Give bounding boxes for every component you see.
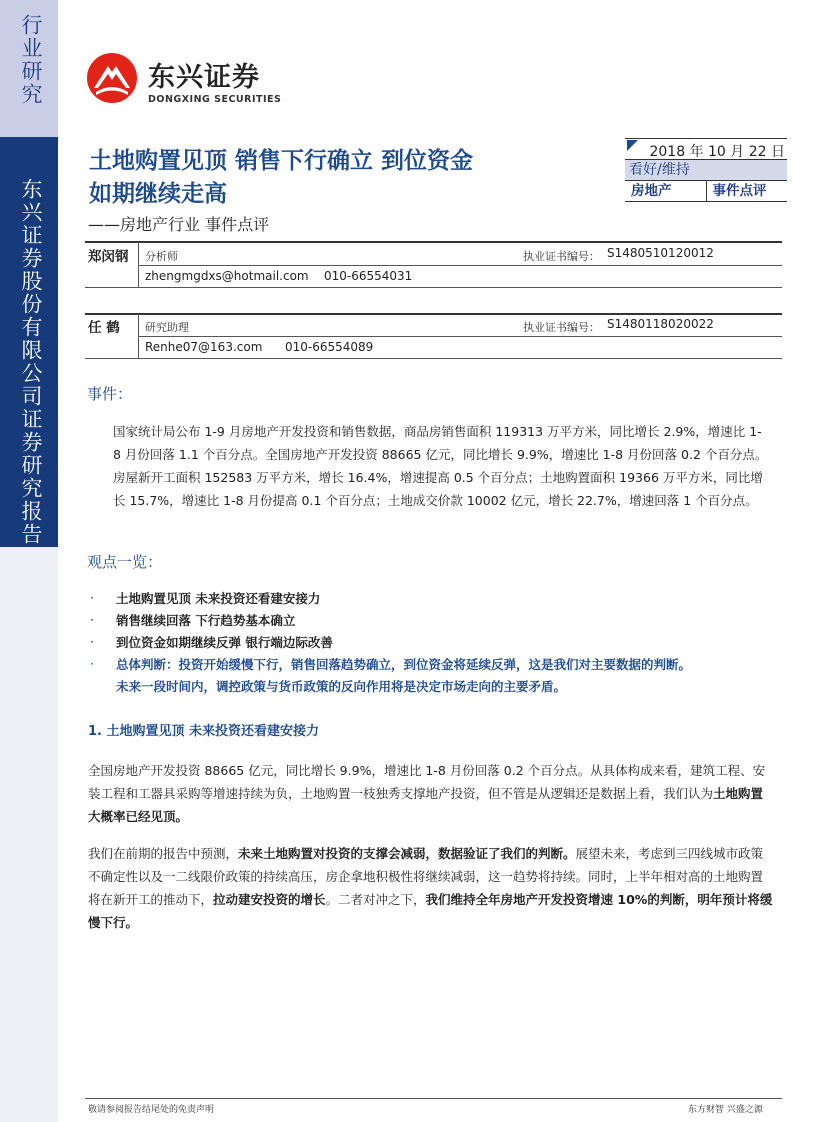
analyst2-top-rule <box>85 313 782 315</box>
sidebar-category-label: 行业研究 <box>19 14 43 106</box>
list-item <box>88 589 778 611</box>
view-item-text: 土地购置见顶 未来投资还看建安接力 <box>116 591 321 606</box>
p2-text-a: 我们在前期的报告中预测， <box>88 846 239 861</box>
analyst2-name: 任 鹤 <box>88 320 120 336</box>
bullet-icon: · <box>90 612 94 627</box>
footer-disclaimer: 敬请参阅报告结尾处的免责声明 <box>88 1105 215 1115</box>
sidebar-company-label: 东兴证券股份有限公司证券研究报告 <box>19 178 43 546</box>
list-item <box>88 611 778 633</box>
summary-line2: 未来一段时间内，调控政策与货币政策的反向作用将是决定市场走向的主要矛盾。 <box>116 679 567 694</box>
tag-row <box>625 180 787 202</box>
event-heading: 事件： <box>87 385 133 403</box>
analyst2-email[interactable]: Renhe07@163.com <box>145 340 263 354</box>
analyst2-phone: 010-66554089 <box>285 340 374 354</box>
bullet-icon: · <box>90 656 94 671</box>
summary-continuation <box>88 677 778 699</box>
report-subtitle: ——房地产行业 事件点评 <box>88 215 270 234</box>
section1-paragraph1 <box>88 759 774 828</box>
analyst2-col-rule <box>138 314 139 358</box>
view-item-text: 销售继续回落 下行趋势基本确立 <box>116 613 296 628</box>
date-row <box>625 138 787 159</box>
date-rating-box <box>625 138 787 202</box>
corner-triangle-icon <box>627 140 638 151</box>
view-item-text: 到位资金如期继续反弹 银行端边际改善 <box>116 635 333 650</box>
list-item-summary <box>88 655 778 677</box>
analyst1-col-rule <box>138 242 139 287</box>
rating: 看好/维持 <box>625 159 787 180</box>
analyst1-role: 分析师 <box>145 250 178 263</box>
analyst1-phone: 010-66554031 <box>324 269 413 283</box>
bullet-icon: · <box>90 634 94 649</box>
analyst1-license-label: 执业证书编号： <box>523 250 600 263</box>
bullet-icon: · <box>90 590 94 605</box>
analyst2-bottom-rule <box>85 358 782 359</box>
report-title-line2: 如期继续走高 <box>89 181 227 207</box>
sidebar-bottom-band <box>0 547 58 1122</box>
analyst1-mid-rule <box>138 265 782 266</box>
report-date: 2018 年 10 月 22 日 <box>649 144 785 160</box>
analyst1-bottom-rule <box>85 287 782 288</box>
brand-name-cn: 东兴证券 <box>148 62 260 93</box>
p2-text-e: 。二者对冲之下， <box>325 892 426 907</box>
p2-text-c: 展望未来，考虑到三四线城市政策不确定性以及一二线限价政策的持续高压，房企拿地积极性将继续减弱，这一趋势将持续。同时，上半年相对高的土地购置将在新开工的推动下， <box>88 846 764 907</box>
footer-slogan: 东方财智 兴盛之源 <box>688 1105 763 1115</box>
tag-type: 事件点评 <box>706 181 788 201</box>
report-title-line1: 土地购置见顶 销售下行确立 到位资金 <box>89 148 474 174</box>
tag-sector: 房地产 <box>631 183 672 199</box>
analyst2-license: S1480118020022 <box>607 317 714 331</box>
section1-heading: 1. 土地购置见顶 未来投资还看建安接力 <box>88 724 320 739</box>
event-body: 国家统计局公布 1-9 月房地产开发投资和销售数据，商品房销售面积 119313 万平方米，同比增长 2.9%，增速比 1-8 月份回落 1.1 个百分点。全国房地产开发投资 88665 亿元，同比增长 9.9%，增速比 1-8 月份回落 0.2 个百分点。房屋新开工面积 152583 万平方米，增长 16.4%，增速提高 0.5 个百分点；土地购置面积 19366 万平方米，同比增长 15.7%，增速比 1-8 月份提高 0.1 个百分点；土地成交价款 10002 亿元，增长 22.7%，增速回落 1 个百分点。 <box>113 424 768 508</box>
analyst1-license: S1480510120012 <box>607 246 714 260</box>
analyst-table-top-rule <box>85 241 782 243</box>
p2-bold-d: 拉动建安投资的增长 <box>213 892 326 907</box>
list-item <box>88 633 778 655</box>
views-list <box>88 589 778 699</box>
analyst2-license-label: 执业证书编号： <box>523 321 600 334</box>
analyst1-email[interactable]: zhengmgdxs@hotmail.com <box>145 269 309 283</box>
analyst2-mid-rule <box>138 336 782 337</box>
p2-bold-f: 我们维持全年房地产开发投资增速 10%的判断，明年预计将缓慢下行。 <box>88 892 773 930</box>
dongxing-logo-icon <box>86 52 138 104</box>
p1-text: 全国房地产开发投资 88665 亿元，同比增长 9.9%，增速比 1-8 月份回落 0.2 个百分点。从具体构成来看，建筑工程、安装工程和工器具采购等增速持续为负，土地购置一枝独秀支撑地产投资，但不管是从逻辑还是数据上看，我们认为 <box>88 763 766 801</box>
p1-bold: 土地购置大概率已经见顶。 <box>88 786 764 824</box>
p2-bold-b: 未来土地购置对投资的支撑会减弱，数据验证了我们的判断。 <box>238 846 576 861</box>
analyst1-name: 郑闵钢 <box>88 249 129 265</box>
summary-line1: 总体判断：投资开始缓慢下行，销售回落趋势确立，到位资金将延续反弹，这是我们对主要数据的判断。 <box>116 657 692 672</box>
views-heading: 观点一览： <box>87 553 163 571</box>
section1-paragraph2 <box>88 842 774 934</box>
brand-name-en: DONGXING SECURITIES <box>148 94 282 105</box>
analyst2-role: 研究助理 <box>145 321 189 334</box>
footer-rule <box>85 1098 782 1099</box>
